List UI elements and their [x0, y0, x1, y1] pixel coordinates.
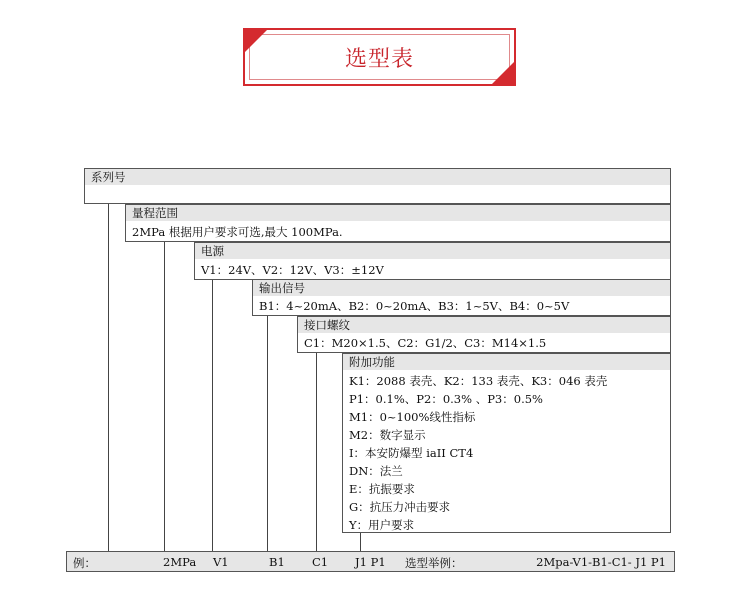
addon-item: K1：2088 表壳、K2：133 表壳、K3：046 表壳	[349, 374, 608, 388]
example-label: 例：	[73, 556, 96, 570]
output-desc: B1：4~20mA、B2：0~20mA、B3：1~5V、B4：0~5V	[259, 299, 570, 313]
connector-output	[267, 315, 268, 551]
connector-range	[164, 241, 165, 551]
port-desc: C1：M20×1.5、C2：G1/2、C3：M14×1.5	[304, 336, 547, 350]
output-box	[252, 279, 671, 316]
port-box	[297, 316, 671, 353]
range-desc: 2MPa 根据用户要求可选,最大 100MPa.	[132, 225, 343, 239]
page-title: 选型表	[344, 46, 414, 72]
power-box	[194, 242, 671, 280]
example-sample-label: 选型举例：	[405, 556, 463, 570]
addon-item: G：抗压力冲击要求	[349, 500, 451, 514]
example-row	[66, 551, 675, 572]
addon-item: I：本安防爆型 iaII CT4	[349, 446, 474, 460]
example-output: B1	[269, 555, 285, 569]
example-sample-value: 2Mpa-V1-B1-C1- J1 P1	[536, 555, 666, 569]
addon-item: M2：数字显示	[349, 428, 426, 442]
addon-item: P1：0.1%、P2：0.3% 、P3：0.5%	[349, 392, 543, 406]
output-title: 输出信号	[253, 280, 670, 296]
connector-series	[108, 203, 109, 551]
addon-item: DN：法兰	[349, 464, 403, 478]
connector-port	[316, 352, 317, 551]
addon-title: 附加功能	[343, 354, 670, 370]
example-addon: J1 P1	[355, 555, 386, 569]
range-box	[125, 204, 671, 242]
example-port: C1	[312, 555, 329, 569]
connector-addon	[360, 532, 361, 551]
example-power: V1	[213, 555, 229, 569]
connector-power	[212, 279, 213, 551]
port-title: 接口螺纹	[298, 317, 670, 333]
power-desc: V1：24V、V2：12V、V3：±12V	[201, 263, 384, 277]
power-title: 电源	[195, 243, 670, 259]
addon-box	[342, 353, 671, 533]
addon-item: E：抗振要求	[349, 482, 415, 496]
addon-item: Y：用户要求	[349, 518, 415, 532]
series-title: 系列号	[85, 169, 670, 185]
addon-item: M1：0~100%线性指标	[349, 410, 476, 424]
range-title: 量程范围	[126, 205, 670, 221]
example-range: 2MPa	[163, 555, 197, 569]
series-box	[84, 168, 671, 204]
